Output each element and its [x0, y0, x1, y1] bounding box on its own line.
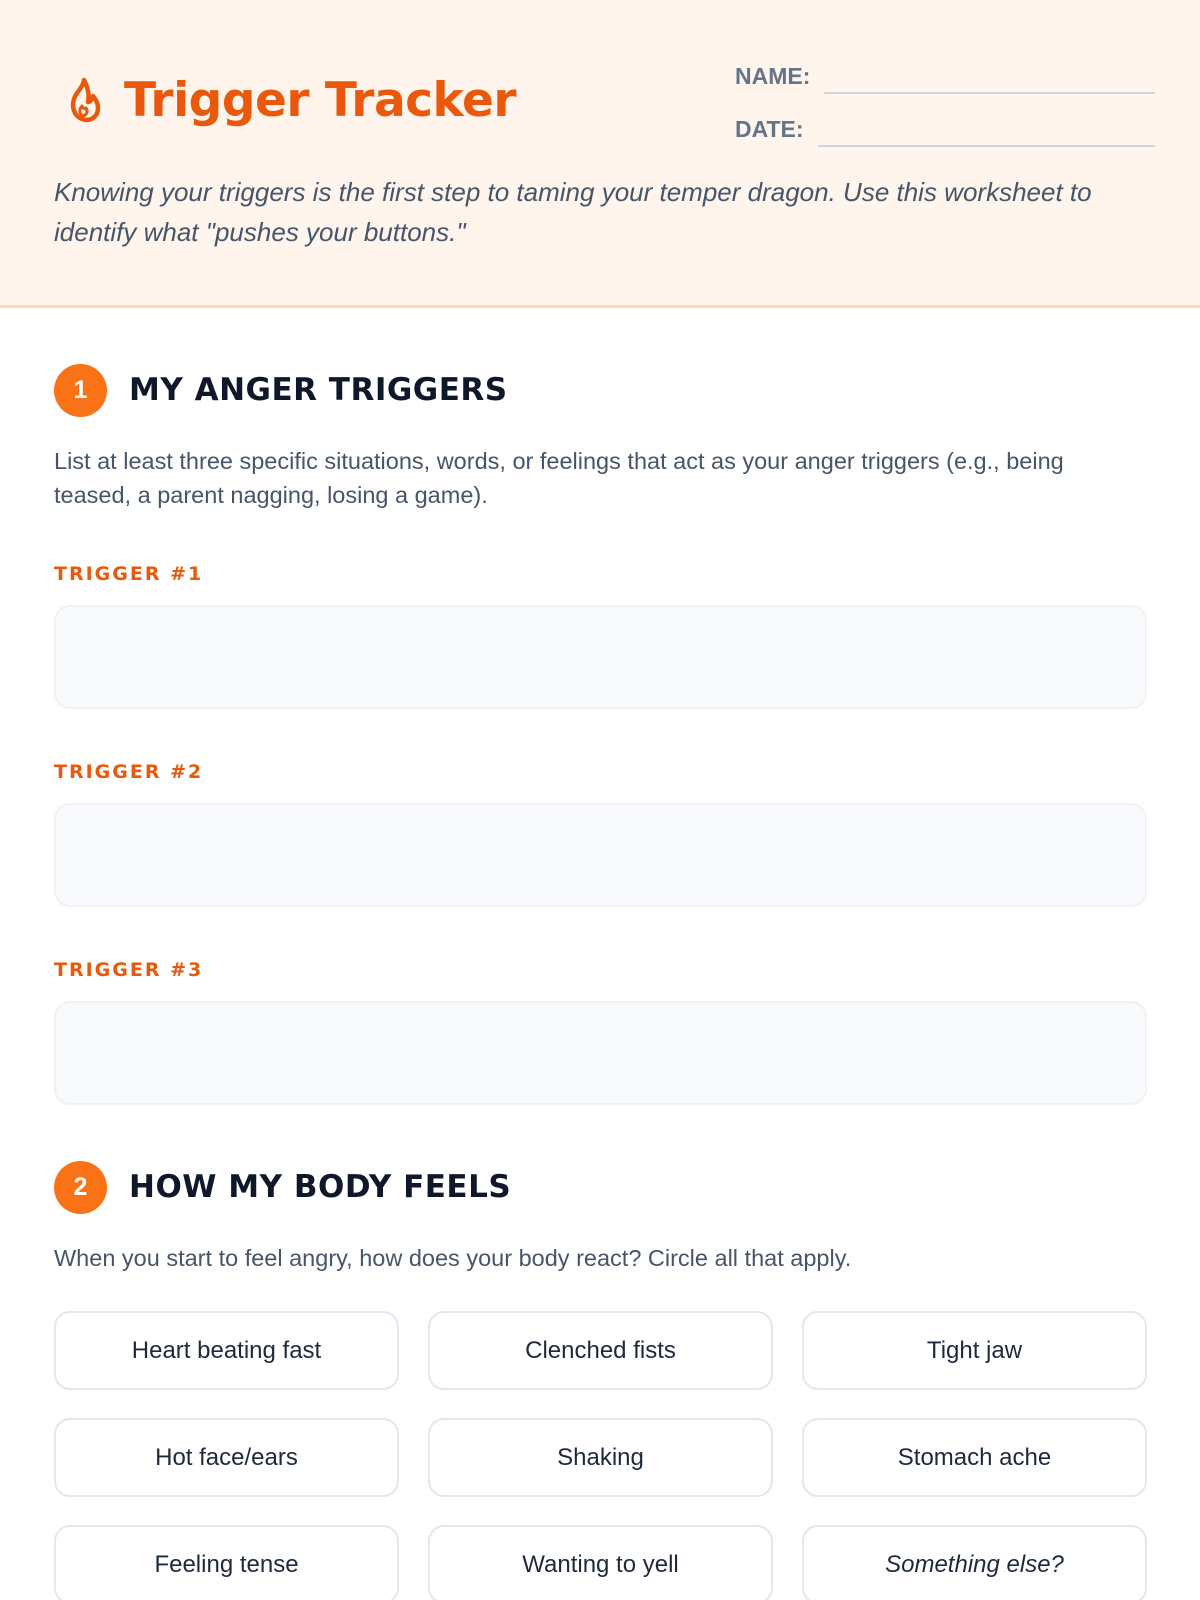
student-info: [735, 52, 1155, 158]
section-description: When you start to feel angry, how does your body react? Circle all that apply.: [54, 1245, 852, 1271]
brand: [54, 64, 516, 136]
option-something-else[interactable]: Something else?: [802, 1525, 1147, 1600]
section-title: HOW MY BODY FEELS: [129, 1169, 512, 1205]
page-title: Trigger Tracker: [124, 72, 517, 128]
section-description: List at least three specific situations, words, or feelings that act as your anger triggers (e.g., being teased, a parent nagging, losing a game).: [54, 448, 1064, 508]
option-shaking[interactable]: Shaking: [428, 1418, 773, 1497]
trigger-input-2[interactable]: [54, 803, 1147, 907]
name-label: NAME:: [735, 63, 811, 89]
step-badge-1: 1: [54, 364, 107, 417]
date-row: [735, 105, 1155, 147]
trigger-label-1: TRIGGER #1: [54, 563, 204, 585]
date-label: DATE:: [735, 116, 804, 142]
worksheet-content: [54, 308, 1147, 1600]
option-stomach-ache[interactable]: Stomach ache: [802, 1418, 1147, 1497]
intro-text: Knowing your triggers is the first step to taming your temper dragon. Use this worksheet to identify what "pushes your buttons.": [54, 177, 1092, 247]
option-feeling-tense[interactable]: Feeling tense: [54, 1525, 399, 1600]
section-header: [54, 363, 1147, 417]
body-reaction-options: [54, 1311, 1147, 1600]
step-badge-2: 2: [54, 1161, 107, 1214]
date-field[interactable]: [818, 115, 1155, 147]
option-heart-beating-fast[interactable]: Heart beating fast: [54, 1311, 399, 1390]
trigger-label-3: TRIGGER #3: [54, 959, 204, 981]
name-row: [735, 52, 1155, 94]
section-header: [54, 1160, 1147, 1214]
name-field[interactable]: [824, 62, 1155, 94]
option-tight-jaw[interactable]: Tight jaw: [802, 1311, 1147, 1390]
option-hot-face-ears[interactable]: Hot face/ears: [54, 1418, 399, 1497]
section-anger-triggers: [54, 363, 1147, 1105]
section-body-feelings: [54, 1160, 1147, 1600]
worksheet-header: [0, 0, 1200, 308]
option-clenched-fists[interactable]: Clenched fists: [428, 1311, 773, 1390]
option-wanting-to-yell[interactable]: Wanting to yell: [428, 1525, 773, 1600]
trigger-label-2: TRIGGER #2: [54, 761, 204, 783]
trigger-input-3[interactable]: [54, 1001, 1147, 1105]
flame-icon: [54, 72, 110, 128]
trigger-input-1[interactable]: [54, 605, 1147, 709]
section-title: MY ANGER TRIGGERS: [129, 372, 508, 408]
